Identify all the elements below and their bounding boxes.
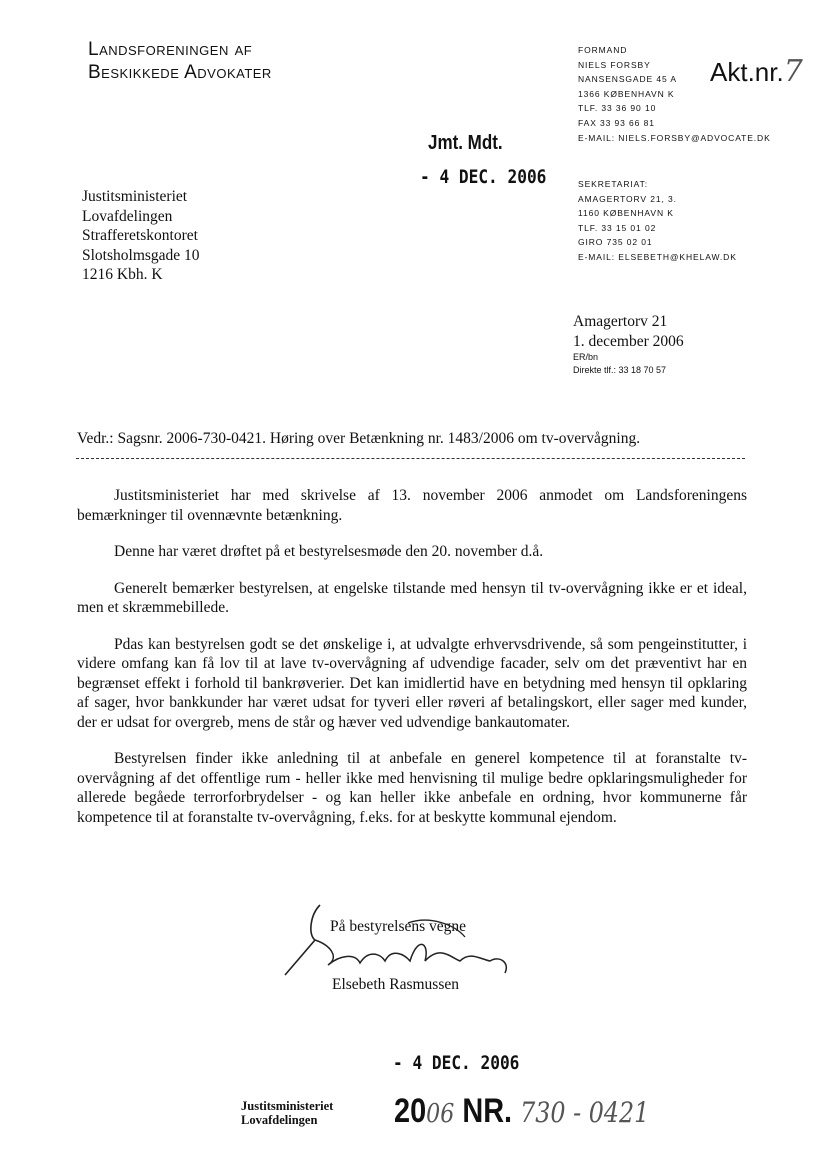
case-nr-label: NR.: [462, 1092, 513, 1130]
case-number-stamp: [394, 1092, 649, 1131]
file-number-handwritten: 7: [783, 54, 803, 89]
chairman-email: E-MAIL: NIELS.FORSBY@ADVOCATE.DK: [578, 132, 771, 143]
organization-name-line2: Beskikkede Advokater: [88, 62, 272, 83]
signature-on-behalf: På bestyrelsens vegne: [330, 918, 467, 935]
footer-dept-line1: Justitsministeriet: [241, 1099, 334, 1113]
direct-phone: Direkte tlf.: 33 18 70 57: [573, 365, 667, 375]
recipient-line: Justitsministeriet: [82, 188, 188, 205]
subject-line: Vedr.: Sagsnr. 2006-730-0421. Høring over Betænkning nr. 1483/2006 om tv-overvågning.: [77, 430, 641, 447]
body-paragraph: Pdas kan bestyrelsen godt se det ønskelige i, at udvalgte erhvervsdrivende, så som pengeinstitutter, i videre omfang kan få lov til at lave tv-overvågning af udvendige facader, selv om det præventivt har en begrænset effekt i forhold til bankrøverier. Det kan imidlertid have en betydning med hensyn til opklaring af sager, hvor bankkunder har været udsat for tyveri eller røveri af betalingskort, eller sager med kunder, der er udsat for overgreb, mens de står og hæver ved udvendige bankautomater.: [77, 635, 747, 731]
footer-dept-line2: Lovafdelingen: [241, 1113, 318, 1127]
chairman-city: 1366 KØBENHAVN K: [578, 88, 675, 99]
secretariat-city: 1160 KØBENHAVN K: [578, 208, 674, 219]
file-number: [710, 54, 803, 89]
recipient-line: Strafferetskontoret: [82, 227, 198, 244]
recipient-line: Slotsholmsgade 10: [82, 246, 200, 264]
received-stamp-date: - 4 DEC. 2006: [420, 166, 547, 188]
file-number-label: Akt.nr.: [710, 57, 784, 87]
case-year-prefix: 20: [394, 1092, 427, 1130]
chairman-street: NANSENSGADE 45 A: [578, 74, 677, 85]
body-paragraph: Bestyrelsen finder ikke anledning til at anbefale en generel kompetence til at foranstalte tv-overvågning af det offentlige rum - heller ikke med henvisning til mulige bedre opklaringsmuligheder for allerede begåede terrorforbrydelser - og kan heller ikke anbefale en ordning, hvor kommunerne får kompetence til at foranstalte tv-overvågning, f.eks. for at beskytte kommunal ejendom.: [77, 750, 747, 826]
case-nr-handwritten: 730 - 0421: [520, 1096, 650, 1129]
recipient-line: 1216 Kbh. K: [82, 266, 163, 283]
signer-name: Elsebeth Rasmussen: [332, 976, 459, 993]
recipient-address: [82, 187, 200, 285]
body-paragraph: Denne har været drøftet på et bestyrelsesmøde den 20. november d.å.: [114, 543, 544, 560]
organization-name: [88, 38, 272, 84]
chairman-phone: TLF. 33 36 90 10: [578, 103, 657, 114]
secretariat-giro: GIRO 735 02 01: [578, 237, 653, 248]
body-paragraph: Justitsministeriet har med skrivelse af 13. november 2006 anmodet om Landsforeningens bemærkninger til ovennævnte betænkning.: [77, 487, 747, 524]
letter-date: 1. december 2006: [573, 332, 684, 350]
recipient-line: Lovafdelingen: [82, 207, 173, 225]
handwritten-signature: [280, 895, 520, 985]
footer-department: [241, 1099, 333, 1127]
footer-stamp-date: - 4 DEC. 2006: [393, 1052, 520, 1074]
received-stamp-office: Jmt. Mdt.: [428, 132, 503, 154]
secretariat-title: SEKRETARIAT:: [578, 179, 648, 189]
chairman-title: FORMAND: [578, 45, 628, 55]
place-date-block: [573, 312, 684, 377]
reference-initials: ER/bn: [573, 352, 599, 362]
chairman-fax: FAX 33 93 66 81: [578, 117, 655, 128]
body-paragraph: Generelt bemærker bestyrelsen, at engelske tilstande med hensyn til tv-overvågning ikke er et ideal, men et skræmmebillede.: [77, 579, 747, 616]
chairman-name: NIELS FORSBY: [578, 59, 651, 70]
case-year-handwritten: 06: [426, 1099, 455, 1129]
secretariat-email: E-MAIL: ELSEBETH@KHELAW.DK: [578, 251, 737, 262]
secretariat-contact-block: [578, 177, 737, 265]
letter-body: [77, 486, 747, 844]
sender-street: Amagertorv 21: [573, 313, 668, 330]
subject-divider: [76, 458, 745, 459]
organization-name-line1: Landsforeningen af: [88, 39, 253, 60]
secretariat-phone: TLF. 33 15 01 02: [578, 222, 657, 233]
secretariat-street: AMAGERTORV 21, 3.: [578, 193, 677, 204]
